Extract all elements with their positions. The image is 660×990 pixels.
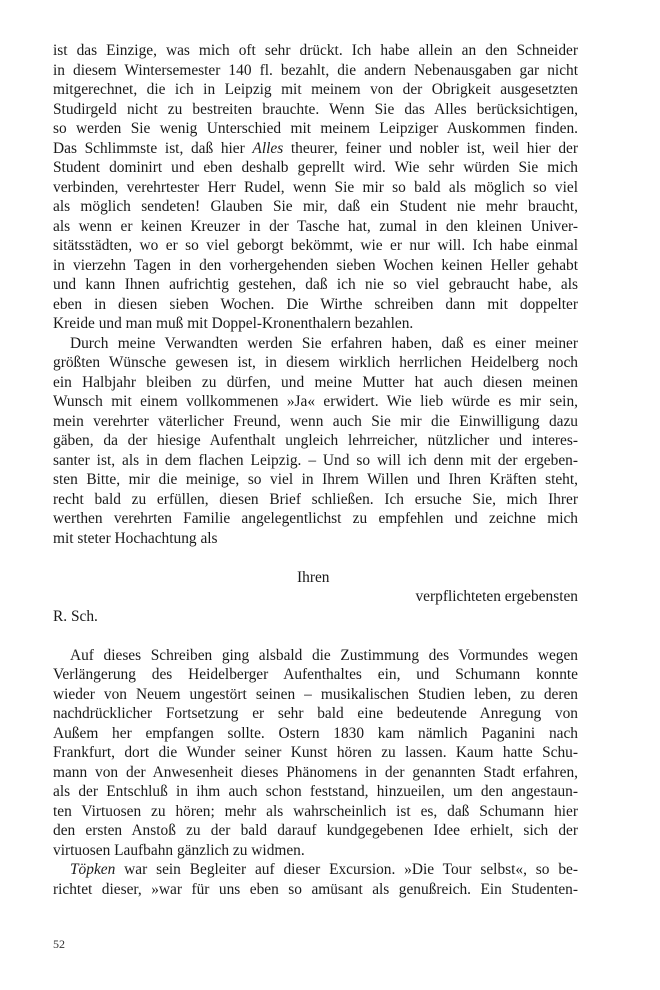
text-line: Wunsch mit einem vollkommenen »Ja« erwidert. Wie lieb würde es mir sein, bbox=[53, 393, 578, 410]
italic-word: Alles bbox=[252, 139, 284, 157]
text-line: werthen verehrten Familie angelegentlichst zu empfehlen und zeichne mich bbox=[53, 510, 578, 527]
text-line: Töpken war sein Begleiter auf dieser Excursion. »Die Tour selbst«, so be- bbox=[70, 861, 578, 878]
text-line: größten Wünsche gewesen ist, in diesem wirklich herrlichen Heidelberg noch bbox=[53, 354, 578, 371]
text-line: verbinden, verehrtester Herr Rudel, wenn Sie mir so bald als möglich so viel bbox=[53, 178, 578, 196]
italic-name: Töpken bbox=[70, 861, 116, 878]
text-line: mitgerechnet, die ich in Leipzig mit meinem von der Obrigkeit ausgesetzten bbox=[53, 81, 578, 98]
letter-signature: R. Sch. bbox=[53, 607, 98, 625]
text-line: Frankfurt, dort die Wunder seiner Kunst hören zu lassen. Kaum hatte Schu- bbox=[53, 744, 578, 761]
text-line: santer ist, als in dem flachen Leipzig. – Und so will ich denn mit der ergeben- bbox=[53, 451, 578, 469]
text-line: mit steter Hochachtung als bbox=[53, 529, 218, 547]
page-body bbox=[53, 41, 578, 899]
text-line: ein Halbjahr bleiben zu dürfen, und meine Mutter hat auch diesen meinen bbox=[53, 373, 578, 391]
text-line: den ersten Anstoß zu der bald darauf kundgegebenen Idee erhielt, sich der bbox=[53, 822, 578, 839]
page-number: 52 bbox=[53, 937, 65, 951]
text-line: Verlängerung des Heidelberger Aufenthaltes ein, und Schumann konnte bbox=[53, 666, 578, 683]
text-line: Durch meine Verwandten werden Sie erfahren haben, daß es einer meiner bbox=[70, 334, 578, 352]
text-line: nachdrücklicher Fortsetzung er sehr bald eine bedeutende Anregung von bbox=[53, 705, 578, 722]
text-line: als möglich sendeten! Glauben Sie mir, daß ein Student nie mehr braucht, bbox=[53, 198, 578, 215]
paragraph-letter-expenses bbox=[53, 41, 578, 334]
text-line: ist das Einzige, was mich oft sehr drückt. Ich habe allein an den Schneider bbox=[53, 42, 578, 59]
text-line: in vierzehn Tagen in den vorhergehenden sieben Wochen keinen Heller gehabt bbox=[53, 256, 578, 274]
text-line: mann von der Anwesenheit dieses Phänomens in der genannten Stadt erfahren, bbox=[53, 763, 578, 781]
text-line: wieder von Neuem ungestört seinen – musikalischen Studien leben, zu deren bbox=[53, 685, 578, 703]
text-line: als der Entschluß in ihm auch schon feststand, hinzueilen, um den angestaun- bbox=[53, 783, 578, 800]
paragraph-narrative-paganini bbox=[53, 646, 578, 861]
text-line: ten Virtuosen zu hören; mehr als wahrscheinlich ist es, daß Schumann hier bbox=[53, 802, 578, 820]
text-line: gäben, da der hiesige Aufenthalt ungleich lehrreicher, nützlicher und interes- bbox=[53, 432, 578, 449]
text-line: Student dominirt und eben deshalb geprellt wird. Wie sehr würden Sie mich bbox=[53, 159, 578, 176]
text-line: in diesem Wintersemester 140 fl. bezahlt, die andern Nebenausgaben gar nicht bbox=[53, 61, 578, 79]
text-line: sten Bitte, mir die meinige, so viel in Ihrem Willen und Ihren Kräften steht, bbox=[53, 471, 578, 488]
text-line: richtet dieser, »war für uns eben so amüsant als genußreich. Ein Studenten- bbox=[53, 880, 578, 898]
text-line: Kreide und man muß mit Doppel-Kronenthalern bezahlen. bbox=[53, 315, 414, 332]
text-line: so werden Sie wenig Unterschied mit meinem Leipziger Auskommen finden. bbox=[53, 120, 578, 137]
paragraph-narrative-toepken bbox=[53, 860, 578, 899]
text-line: Das Schlimmste ist, daß hier Alles theurer, feiner und nobler ist, weil hier der bbox=[53, 139, 578, 157]
paragraph-letter-request bbox=[53, 334, 578, 549]
text-line: sitätsstädten, wo er so viel geborgt bekömmt, wie er nur will. Ich habe einmal bbox=[53, 237, 578, 254]
text-line: Auf dieses Schreiben ging alsbald die Zustimmung des Vormundes wegen bbox=[70, 646, 578, 664]
text-line: Außem her empfangen sollte. Ostern 1830 kam nämlich Paganini nach bbox=[53, 724, 578, 742]
text-line: mein verehrter väterlicher Freund, wenn auch Sie mir die Einwilligung dazu bbox=[53, 412, 578, 430]
text-line: Studirgeld nicht zu bestreiten brauchte. Wenn Sie das Alles berücksichtigen, bbox=[53, 100, 578, 118]
letter-closing-formula: verpflichteten ergebensten bbox=[415, 588, 578, 605]
text-line: virtuosen Laufbahn gänzlich zu widmen. bbox=[53, 841, 305, 859]
text-line: eben in diesen sieben Wochen. Die Wirthe schreiben dann mit doppelter bbox=[53, 295, 578, 313]
text-line: und kann Ihnen aufrichtig gestehen, daß ich nie so viel gebraucht habe, als bbox=[53, 276, 578, 293]
text-line: recht bald zu erfüllen, diesen Brief schließen. Ich ersuche Sie, mich Ihrer bbox=[53, 490, 578, 508]
text-line: als wenn er keinen Kreuzer in der Tasche hat, zumal in den kleinen Univer- bbox=[53, 217, 578, 235]
letter-closing: Ihren bbox=[297, 568, 330, 586]
